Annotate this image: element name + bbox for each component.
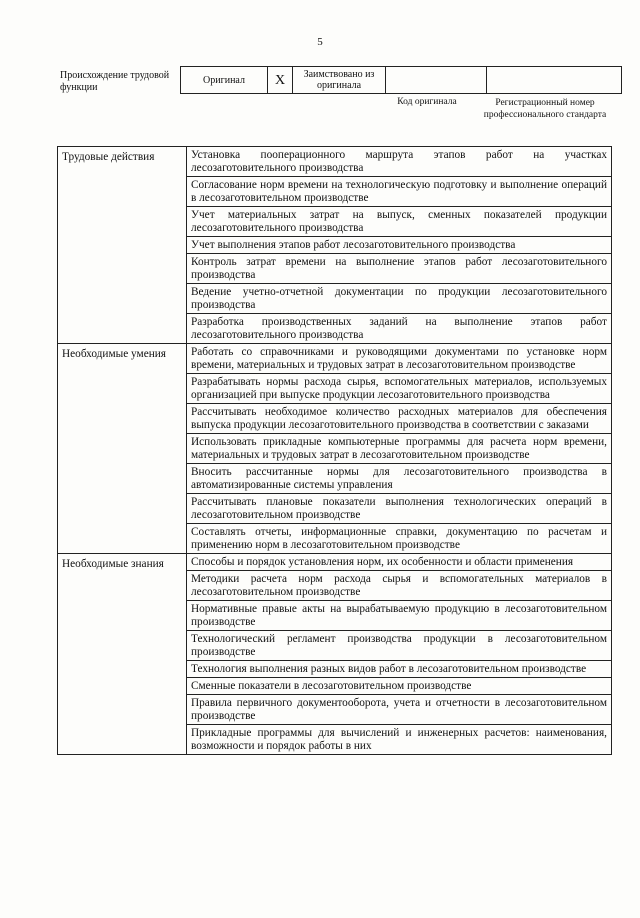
- code-caption: Код оригинала: [397, 97, 457, 107]
- original-cell: Оригинал: [181, 67, 268, 94]
- section-item: Технологический регламент производства продукции в лесозаготовительном производстве: [187, 631, 612, 661]
- section-item: Составлять отчеты, информационные справки, документацию по расчетам и применению норм в лесозаготовительном производстве: [187, 524, 612, 554]
- function-table-body: [58, 147, 612, 755]
- section-item: Учет выполнения этапов работ лесозаготовительного производства: [187, 237, 612, 254]
- origin-label: Происхождение трудовой функции: [60, 70, 170, 93]
- code-cell: [386, 67, 487, 94]
- page-number: 5: [317, 36, 323, 48]
- section-item: Рассчитывать плановые показатели выполнения технологических операций в лесозаготовительном производстве: [187, 494, 612, 524]
- section-item: Согласование норм времени на технологическую подготовку и выполнение операций в лесозаготовительном производстве: [187, 177, 612, 207]
- section-label: Трудовые действия: [58, 147, 187, 344]
- section-item: Ведение учетно-отчетной документации по продукции лесозаготовительного производства: [187, 284, 612, 314]
- section-label: Необходимые умения: [58, 344, 187, 554]
- section-item: Сменные показатели в лесозаготовительном производстве: [187, 678, 612, 695]
- section-item: Нормативные правые акты на вырабатываемую продукцию в лесозаготовительном производстве: [187, 601, 612, 631]
- table-row: [58, 554, 612, 571]
- section-item: Прикладные программы для вычислений и инженерных расчетов: наименования, возможности и порядок работы в них: [187, 725, 612, 755]
- section-item: Установка пооперационного маршрута этапов работ на участках лесозаготовительного производства: [187, 147, 612, 177]
- section-item: Работать со справочниками и руководящими документами по установке норм времени, материальных и трудовых затрат в лесозаготовительном производстве: [187, 344, 612, 374]
- table-row: [58, 147, 612, 177]
- section-item: Разработка производственных заданий на выполнение этапов работ лесозаготовительного производства: [187, 314, 612, 344]
- section-item: Вносить рассчитанные нормы для лесозаготовительного производства в автоматизированные системы управления: [187, 464, 612, 494]
- section-label: Необходимые знания: [58, 554, 187, 755]
- section-item: Использовать прикладные компьютерные программы для расчета норм времени, материальных и трудовых затрат в лесозаготовительном производстве: [187, 434, 612, 464]
- section-item: Методики расчета норм расхода сырья и вспомогательных материалов в лесозаготовительном производстве: [187, 571, 612, 601]
- section-item: Контроль затрат времени на выполнение этапов работ лесозаготовительного производства: [187, 254, 612, 284]
- function-table: [57, 146, 612, 755]
- section-item: Разрабатывать нормы расхода сырья, вспомогательных материалов, используемых организацией при выпуске продукции лесозаготовительного производства: [187, 374, 612, 404]
- section-item: Способы и порядок установления норм, их особенности и области применения: [187, 554, 612, 571]
- section-item: Технология выполнения разных видов работ в лесозаготовительном производстве: [187, 661, 612, 678]
- section-item: Рассчитывать необходимое количество расходных материалов для обеспечения выпуска продукции лесозаготовительного производства в соответствии с заказами: [187, 404, 612, 434]
- borrowed-cell: Заимствовано из оригинала: [293, 67, 386, 94]
- section-item: Правила первичного документооборота, учета и отчетности в лесозаготовительном производстве: [187, 695, 612, 725]
- reg-number-cell: [487, 67, 622, 94]
- table-row: [58, 344, 612, 374]
- section-item: Учет материальных затрат на выпуск, сменных показателей продукции лесозаготовительного производства: [187, 207, 612, 237]
- origin-table: [180, 66, 622, 94]
- reg-caption: Регистрационный номер профессионального стандарта: [483, 98, 607, 120]
- original-mark: X: [268, 67, 293, 94]
